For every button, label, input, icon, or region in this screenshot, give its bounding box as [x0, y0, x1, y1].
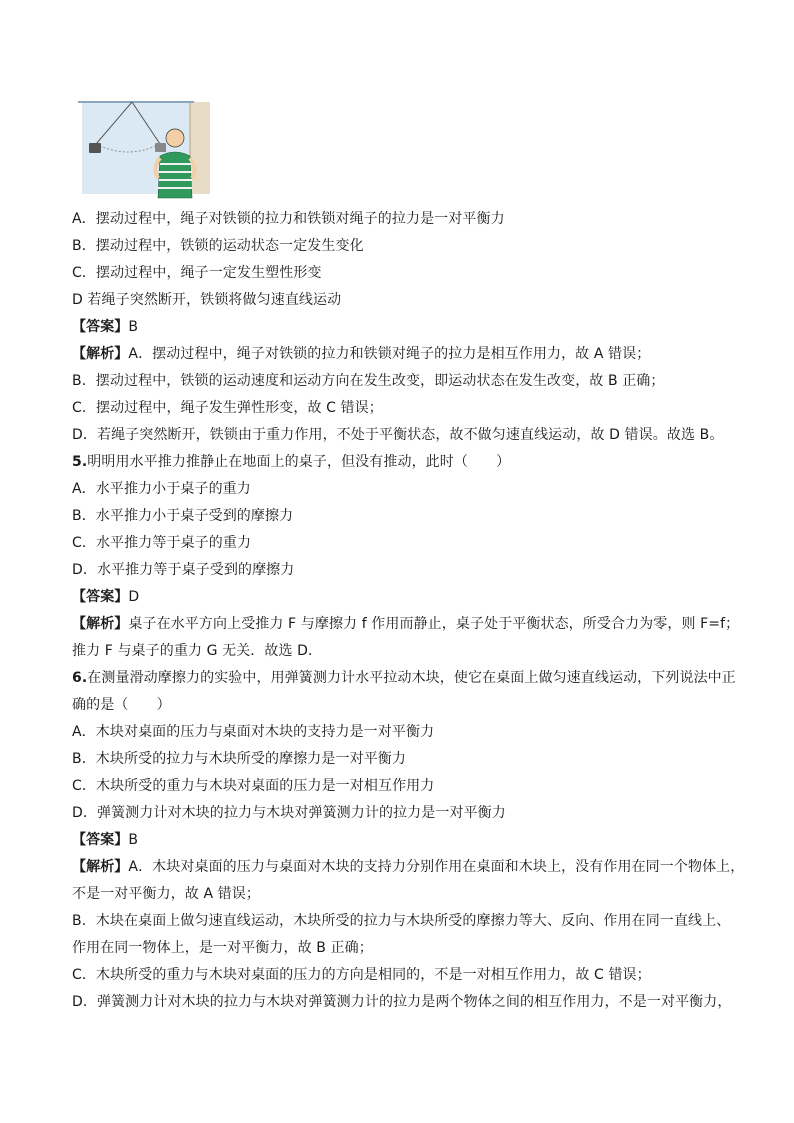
q6-analysis-line-2: 不是一对平衡力，故 A 错误； [72, 886, 260, 902]
analysis-label: 【解析】 [72, 859, 129, 875]
analysis-text: A．木块对桌面的压力与桌面对木块的支持力分别作用在桌面和木块上，没有作用在同一个物体上， [128, 859, 745, 875]
iron-lock-left [89, 143, 101, 153]
question-stem: 在测量滑动摩擦力的实验中，用弹簧测力计水平拉动木块，使它在桌面上做匀速直线运动，下列说法中正 [87, 670, 736, 686]
q4-analysis-line-3: C．摆动过程中，绳子发生弹性形变，故 C 错误； [72, 400, 383, 416]
analysis-label: 【解析】 [72, 616, 129, 632]
q5-option-d: D．水平推力等于桌子受到的摩擦力 [72, 562, 295, 578]
q6-option-a: A．木块对桌面的压力与桌面对木块的支持力是一对平衡力 [72, 724, 435, 740]
q4-option-b: B．摆动过程中，铁锁的运动状态一定发生变化 [72, 238, 364, 254]
answer-label: 【答案】 [72, 589, 129, 605]
pendulum-illustration [72, 98, 212, 200]
q4-answer [72, 314, 732, 341]
q5-analysis-line-2: 推力 F 与桌子的重力 G 无关．故选 D． [72, 643, 323, 659]
analysis-text: 桌子在水平方向上受推力 F 与摩擦力 f 作用而静止，桌子处于平衡状态，所受合力为零，则 F=f； [128, 616, 740, 632]
answer-label: 【答案】 [72, 319, 129, 335]
q6-analysis-line-5: C．木块所受的重力与木块对桌面的压力的方向是相同的，不是一对相互作用力，故 C 错误； [72, 967, 651, 983]
q4-analysis-line-2: B．摆动过程中，铁锁的运动速度和运动方向在发生改变，即运动状态在发生改变，故 B 正确； [72, 373, 665, 389]
q5-option-a: A．水平推力小于桌子的重力 [72, 481, 251, 497]
q6-answer [72, 827, 732, 854]
q6-option-d: D．弹簧测力计对木块的拉力与木块对弹簧测力计的拉力是一对平衡力 [72, 805, 506, 821]
analysis-text: A．摆动过程中，绳子对铁锁的拉力和铁锁对绳子的拉力是相互作用力，故 A 错误； [128, 346, 651, 362]
analysis-label: 【解析】 [72, 346, 129, 362]
q6-analysis-line-3: B．木块在桌面上做匀速直线运动，木块所受的拉力与木块所受的摩擦力等大、反向、作用在同一直线上、 [72, 913, 731, 929]
q5-analysis-line-1 [72, 611, 740, 638]
q6-stem-line-1 [72, 665, 736, 692]
q6-analysis-line-1 [72, 854, 745, 881]
q4-analysis-line-1 [72, 341, 732, 368]
q6-option-c: C．木块所受的重力与木块对桌面的压力是一对相互作用力 [72, 778, 435, 794]
question-number: 5. [72, 454, 88, 470]
q5-option-c: C．水平推力等于桌子的重力 [72, 535, 252, 551]
answer-value: B [128, 319, 139, 335]
q6-analysis-line-6: D．弹簧测力计对木块的拉力与木块对弹簧测力计的拉力是两个物体之间的相互作用力，不是一对平衡力， [72, 994, 732, 1010]
answer-label: 【答案】 [72, 832, 129, 848]
q6-option-b: B．木块所受的拉力与木块所受的摩擦力是一对平衡力 [72, 751, 407, 767]
q4-option-d: D 若绳子突然断开，铁锁将做匀速直线运动 [72, 292, 342, 308]
iron-lock-right [155, 143, 166, 152]
q4-analysis-line-4: D．若绳子突然断开，铁锁由于重力作用，不处于平衡状态，故不做匀速直线运动，故 D 错误。故选 B。 [72, 427, 724, 443]
q6-analysis-line-4: 作用在同一物体上，是一对平衡力，故 B 正确； [72, 940, 373, 956]
question-content [72, 206, 745, 1016]
q4-option-c: C．摆动过程中，绳子一定发生塑性形变 [72, 265, 322, 281]
question-stem: 明明用水平推力推静止在地面上的桌子，但没有推动，此时（ ） [87, 454, 511, 470]
q4-option-a: A．摆动过程中，绳子对铁锁的拉力和铁锁对绳子的拉力是一对平衡力 [72, 211, 505, 227]
q5-stem [72, 449, 732, 476]
answer-value: D [128, 589, 140, 605]
q5-answer [72, 584, 732, 611]
door-frame [190, 102, 210, 194]
q5-option-b: B．水平推力小于桌子受到的摩擦力 [72, 508, 294, 524]
answer-value: B [128, 832, 139, 848]
question-number: 6. [72, 670, 88, 686]
q6-stem-line-2: 确的是（ ） [72, 697, 171, 713]
